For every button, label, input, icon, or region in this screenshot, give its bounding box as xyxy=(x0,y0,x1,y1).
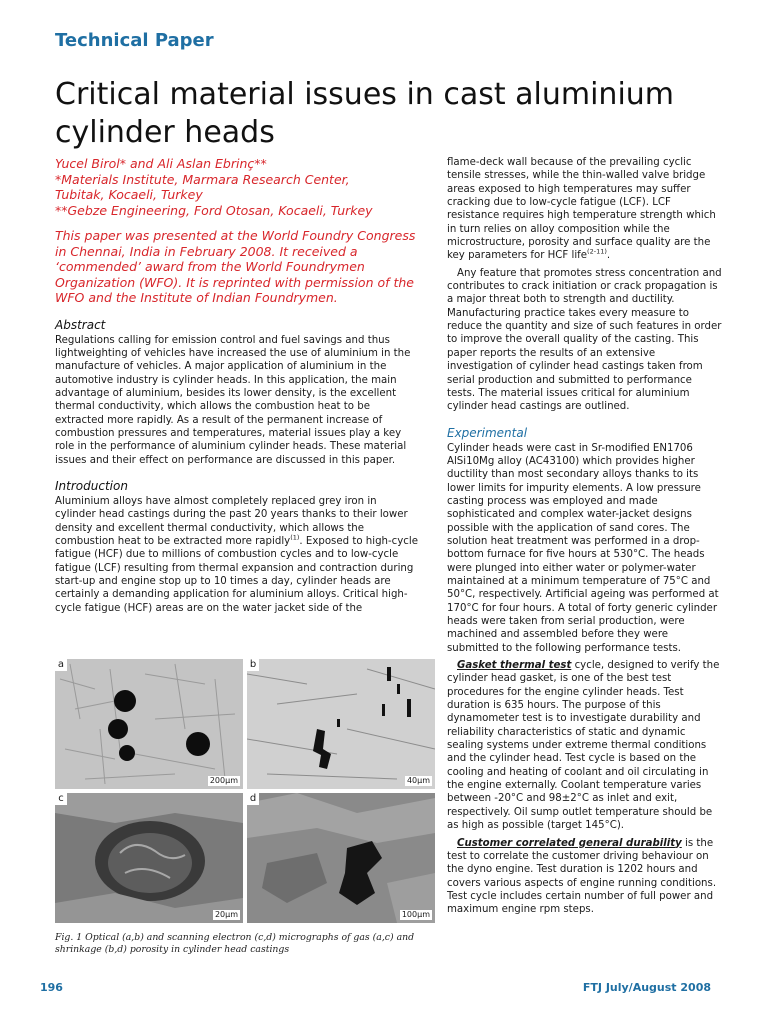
micrograph-a-image xyxy=(55,659,243,789)
introduction-text xyxy=(55,495,420,615)
scale-bar-b: 40µm xyxy=(406,776,430,785)
scale-bar-d: 100µm xyxy=(401,910,430,919)
page-number: 196 xyxy=(40,981,63,994)
experimental-heading: Experimental xyxy=(447,425,528,440)
presentation-note: This paper was presented at the World Foundry Congress in Chennai, India in February 2008. It received a ‘commended’ award from the World Foundrymen Organization (WFO). It is reprinted with permission of the WFO and the Institute of Indian Foundrymen. xyxy=(55,228,416,305)
introduction-continued xyxy=(447,156,722,263)
durability-test-lead: Customer correlated general durability xyxy=(457,837,682,849)
scale-bar-c: 20µm xyxy=(214,910,238,919)
durability-test-text: is the test to correlate the customer driving behaviour on the dyno engine. Test duration is 1202 hours and covers various aspects of engine running conditions. Test cycle includes certain number of full power and maximum engine rpm steps. xyxy=(447,837,717,916)
affiliation-1b: Tubitak, Kocaeli, Turkey xyxy=(55,187,203,202)
intro-cont-a: flame-deck wall because of the prevailing cyclic tensile stresses, while the thin-walled valve bridge areas exposed to high temperatures may suffer cracking due to low-cycle fatigue (LCF). LCF resistance requires high temperature strength which in turn relies on alloy composition while the microstructure, porosity and surface quality are the key parameters for HCF life xyxy=(447,157,716,262)
author-names: Yucel Birol* and Ali Aslan Ebrinç** xyxy=(55,156,267,171)
abstract-heading: Abstract xyxy=(55,317,106,332)
intro-text-a: Aluminium alloys have almost completely replaced grey iron in cylinder head castings during the past 20 years thanks to their lower density and excellent thermal conductivity, which allows the combustion heat to be extracted more rapidly xyxy=(55,495,408,547)
experimental-text: Cylinder heads were cast in Sr-modified EN1706 AlSi10Mg alloy (AC43100) which provides higher ductility than most secondary alloys thanks to its lower limits for impurity elements. A low pressure casting process was employed and made sophisticated and complex water-jacket designs possible with the application of sand cores. The solution heat treatment was performed in a drop-bottom furnace for five hours at 530°C. The heads were plunged into either water or polymer-water maintained at a minimum temperature of 75°C and 50°C, respectively. Artificial ageing was performed at 170°C for four hours. A total of forty generic cylinder heads were taken from serial production, were machined and assembled before they were submitted to the following performance tests. xyxy=(447,442,719,654)
affiliation-2: **Gebze Engineering, Ford Otosan, Kocaeli, Turkey xyxy=(55,202,373,218)
micrograph-d-image xyxy=(247,793,435,923)
introduction-heading: Introduction xyxy=(55,478,128,493)
micrograph-panel-d xyxy=(247,793,435,923)
introduction-paragraph-2: Any feature that promotes stress concentration and contributes to crack initiation or crack propagation is a major threat both to strength and ductility. Manufacturing practice takes every measure to reduce the quantity and size of such features in order to improve the overall quality of the casting. This paper reports the results of an extensive investigation of cylinder head castings taken from serial production and submitted to performance tests. The material issues critical for aluminium cylinder head castings are outlined. xyxy=(447,267,722,413)
micrograph-b-image xyxy=(247,659,435,789)
micrograph-panel-c xyxy=(55,793,243,923)
article-title: Critical material issues in cast aluminium cylinder heads xyxy=(55,77,675,150)
intro-cont-b: . xyxy=(606,250,611,262)
panel-label-a: a xyxy=(55,659,67,671)
left-column xyxy=(55,156,420,615)
durability-test-paragraph xyxy=(447,837,722,917)
micrograph-panel-a xyxy=(55,659,243,789)
micrograph-panel-b xyxy=(247,659,435,789)
abstract-text: Regulations calling for emission control and fuel savings and thus lightweighting of vehicles have increased the use of aluminium in the manufacture of vehicles. A major application of aluminium in the automotive industry is cylinder heads. In this application, the main advantage of aluminium, besides its lower density, is the excellent thermal conductivity, which allows the combustion heat to be extracted more rapidly. As a result of the permanent increase of combustion pressures and temperatures, material issues play a key role in the performance of aluminium cylinder heads. These material issues and their effect on performance are discussed in this paper. xyxy=(55,334,411,466)
micrograph-c-image xyxy=(55,793,243,923)
journal-issue: FTJ July/August 2008 xyxy=(582,981,711,994)
scale-bar-a: 200µm xyxy=(209,776,238,785)
panel-label-b: b xyxy=(247,659,259,671)
affiliation-1a: *Materials Institute, Marmara Research Center, xyxy=(55,171,350,187)
gasket-test-text: cycle, designed to verify the cylinder head gasket, is one of the best test procedures for the engine cylinder heads. Test duration is 635 hours. The purpose of this dynamometer test is to investigate durability and reliability characteristics of static and dynamic sealing systems under extreme thermal conditions and the cylinder head. Test cycle is based on the cooling and heating of coolant and oil circulating in the engine externally. Coolant temperature varies between -20°C and 98±2°C as inlet and exit, respectively. Oil sump outlet temperature should be as high as possible (target 145°C). xyxy=(447,660,720,832)
right-column xyxy=(447,156,722,917)
panel-label-d: d xyxy=(247,793,259,805)
reference-1: (1) xyxy=(290,533,300,542)
gasket-test-paragraph xyxy=(447,659,722,832)
author-block xyxy=(55,156,420,218)
gasket-test-lead: Gasket thermal test xyxy=(457,660,572,672)
reference-2-11: (2-11) xyxy=(587,248,607,257)
intro-text-b: . Exposed to high-cycle fatigue (HCF) due to millions of combustion cycles and to low-cycle fatigue (LCF) resulting from thermal expansion and contraction during start-up and engine stop up to 10 times a day, cylinder heads are certainly a demanding application for aluminium alloys. Critical high-cycle fatigue (HCF) areas are on the water jacket side of the xyxy=(55,535,419,614)
section-kicker: Technical Paper xyxy=(55,30,214,51)
figure-caption: Fig. 1 Optical (a,b) and scanning electron (c,d) micrographs of gas (a,c) and shrinkage (b,d) porosity in cylinder head castings xyxy=(55,932,415,955)
micrograph-figure xyxy=(55,659,440,923)
panel-label-c: c xyxy=(55,793,67,805)
